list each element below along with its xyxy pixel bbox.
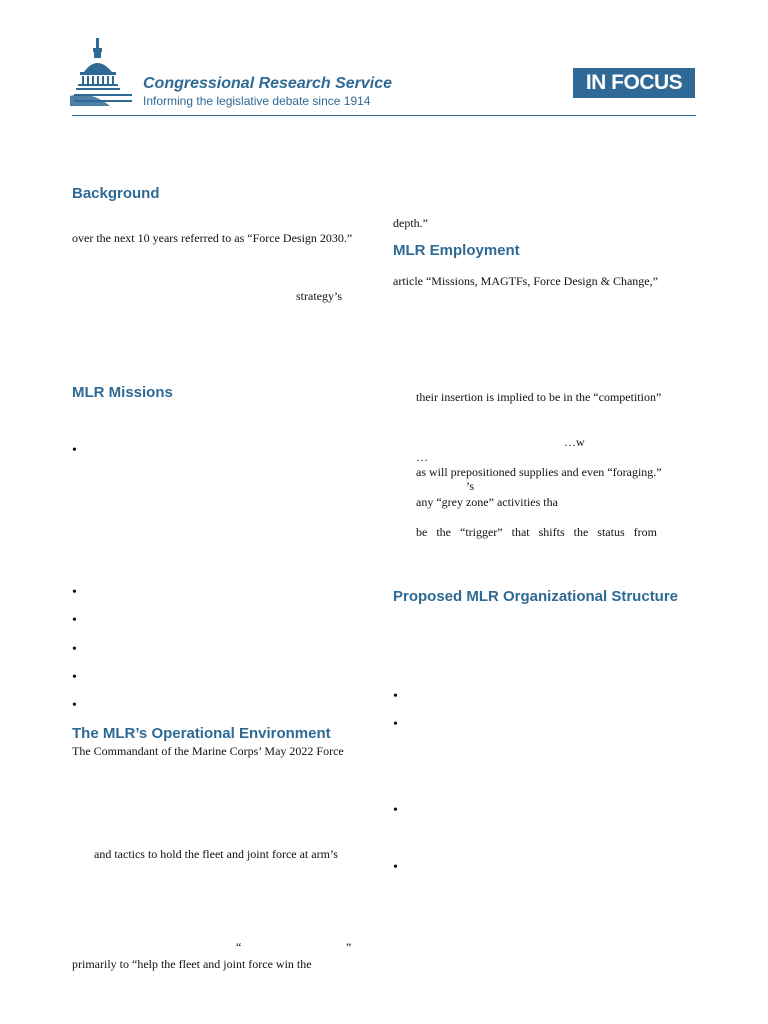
bullet: • bbox=[393, 689, 398, 704]
employment-text-line: any “grey zone” activities tha bbox=[416, 495, 558, 509]
bullet: • bbox=[72, 642, 77, 657]
structure-heading: Proposed MLR Organizational Structure bbox=[393, 588, 679, 605]
bullet: • bbox=[393, 717, 398, 732]
operational-quote-open: “ bbox=[236, 940, 242, 954]
bullet: • bbox=[393, 803, 398, 818]
bullet: • bbox=[72, 698, 77, 713]
header-rule bbox=[72, 115, 696, 116]
employment-text-line: …w bbox=[564, 435, 585, 449]
operational-text-line: The Commandant of the Marine Corps’ May 2022 Force bbox=[72, 744, 344, 758]
background-text-line: strategy’s bbox=[296, 289, 342, 303]
bullet: • bbox=[72, 585, 77, 600]
bullet: • bbox=[72, 613, 77, 628]
background-heading: Background bbox=[72, 185, 160, 202]
crs-logo bbox=[70, 36, 140, 110]
employment-heading: MLR Employment bbox=[393, 242, 520, 259]
bullet: • bbox=[72, 443, 77, 458]
background-text-line: over the next 10 years referred to as “Force Design 2030.” bbox=[72, 231, 353, 245]
operational-quote-close: ” bbox=[346, 940, 352, 954]
org-tagline: Informing the legislative debate since 1914 bbox=[143, 94, 371, 108]
depth-text-line: depth.” bbox=[393, 216, 428, 230]
bullet: • bbox=[72, 670, 77, 685]
in-focus-badge: IN FOCUS bbox=[573, 68, 695, 98]
operational-text-line: and tactics to hold the fleet and joint force at arm’s bbox=[94, 847, 338, 861]
bullet: • bbox=[393, 860, 398, 875]
employment-text-line: their insertion is implied to be in the “competition” bbox=[416, 390, 662, 404]
capitol-dome-icon bbox=[70, 36, 140, 110]
employment-text-line: as will prepositioned supplies and even “foraging.” bbox=[416, 465, 662, 479]
missions-heading: MLR Missions bbox=[72, 384, 173, 401]
operational-text-line: primarily to “help the fleet and joint force win the bbox=[72, 957, 312, 971]
operational-environment-heading: The MLR’s Operational Environment bbox=[72, 725, 331, 742]
org-name: Congressional Research Service bbox=[143, 75, 393, 92]
employment-text-line: … bbox=[416, 450, 428, 464]
employment-text-line: ’s bbox=[466, 479, 475, 493]
employment-text-line: be the “trigger” that shifts the status from bbox=[416, 525, 657, 539]
employment-text-line: article “Missions, MAGTFs, Force Design & Change,” bbox=[393, 274, 658, 288]
